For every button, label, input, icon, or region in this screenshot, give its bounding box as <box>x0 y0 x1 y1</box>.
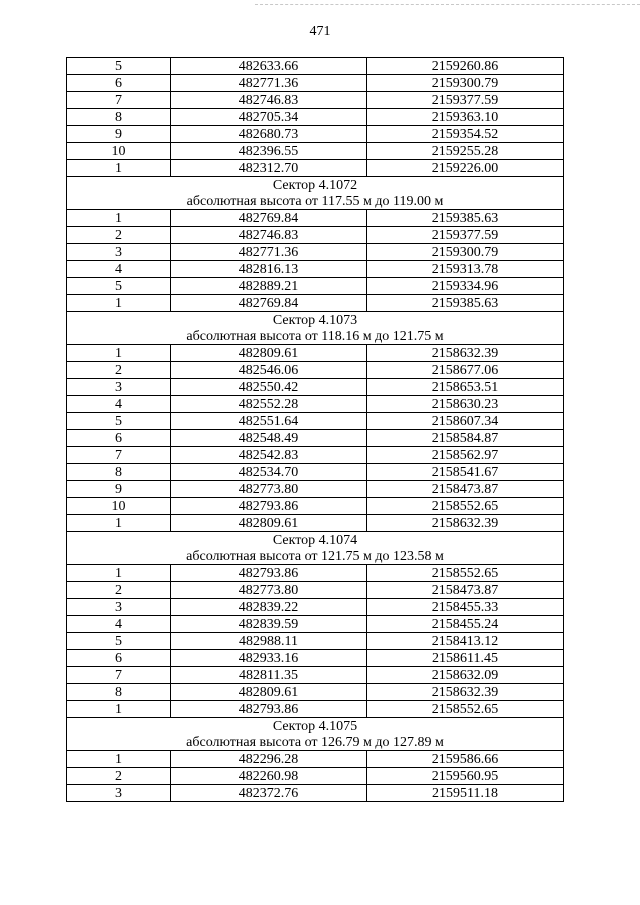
point-number-cell: 2 <box>67 768 171 785</box>
y-coordinate-cell: 2159385.63 <box>367 210 564 227</box>
table-row <box>67 447 564 464</box>
point-number-cell: 1 <box>67 701 171 718</box>
point-number-cell: 6 <box>67 430 171 447</box>
table-row <box>67 481 564 498</box>
table-row <box>67 109 564 126</box>
x-coordinate-cell: 482705.34 <box>171 109 367 126</box>
y-coordinate-cell: 2158562.97 <box>367 447 564 464</box>
point-number-cell: 7 <box>67 92 171 109</box>
sector-title-row <box>67 177 564 194</box>
table-row <box>67 261 564 278</box>
y-coordinate-cell: 2158473.87 <box>367 582 564 599</box>
x-coordinate-cell: 482809.61 <box>171 684 367 701</box>
y-coordinate-cell: 2158413.12 <box>367 633 564 650</box>
x-coordinate-cell: 482396.55 <box>171 143 367 160</box>
y-coordinate-cell: 2159586.66 <box>367 751 564 768</box>
x-coordinate-cell: 482816.13 <box>171 261 367 278</box>
coordinates-table <box>66 57 564 802</box>
x-coordinate-cell: 482771.36 <box>171 244 367 261</box>
x-coordinate-cell: 482933.16 <box>171 650 367 667</box>
sector-title: Сектор 4.1075 <box>67 718 564 735</box>
point-number-cell: 3 <box>67 785 171 802</box>
y-coordinate-cell: 2159385.63 <box>367 295 564 312</box>
table-row <box>67 633 564 650</box>
x-coordinate-cell: 482552.28 <box>171 396 367 413</box>
point-number-cell: 2 <box>67 227 171 244</box>
y-coordinate-cell: 2158552.65 <box>367 565 564 582</box>
x-coordinate-cell: 482988.11 <box>171 633 367 650</box>
table-row <box>67 295 564 312</box>
sector-title: Сектор 4.1074 <box>67 532 564 549</box>
x-coordinate-cell: 482889.21 <box>171 278 367 295</box>
x-coordinate-cell: 482839.59 <box>171 616 367 633</box>
table-row <box>67 58 564 75</box>
table-row <box>67 244 564 261</box>
y-coordinate-cell: 2158632.39 <box>367 684 564 701</box>
x-coordinate-cell: 482769.84 <box>171 210 367 227</box>
point-number-cell: 4 <box>67 396 171 413</box>
y-coordinate-cell: 2159560.95 <box>367 768 564 785</box>
point-number-cell: 1 <box>67 160 171 177</box>
y-coordinate-cell: 2158473.87 <box>367 481 564 498</box>
point-number-cell: 5 <box>67 633 171 650</box>
table-row <box>67 126 564 143</box>
table-row <box>67 362 564 379</box>
table-row <box>67 768 564 785</box>
table-row <box>67 785 564 802</box>
y-coordinate-cell: 2158632.09 <box>367 667 564 684</box>
point-number-cell: 8 <box>67 109 171 126</box>
sector-title-row <box>67 718 564 735</box>
x-coordinate-cell: 482680.73 <box>171 126 367 143</box>
point-number-cell: 1 <box>67 210 171 227</box>
y-coordinate-cell: 2158632.39 <box>367 515 564 532</box>
sector-height-row <box>67 734 564 751</box>
y-coordinate-cell: 2159300.79 <box>367 244 564 261</box>
table-row <box>67 413 564 430</box>
x-coordinate-cell: 482793.86 <box>171 701 367 718</box>
y-coordinate-cell: 2158677.06 <box>367 362 564 379</box>
y-coordinate-cell: 2159363.10 <box>367 109 564 126</box>
table-row <box>67 684 564 701</box>
point-number-cell: 1 <box>67 345 171 362</box>
x-coordinate-cell: 482773.80 <box>171 582 367 599</box>
point-number-cell: 6 <box>67 650 171 667</box>
table-row <box>67 515 564 532</box>
y-coordinate-cell: 2158541.67 <box>367 464 564 481</box>
x-coordinate-cell: 482546.06 <box>171 362 367 379</box>
sector-height: абсолютная высота от 118.16 м до 121.75 м <box>67 328 564 345</box>
table-row <box>67 210 564 227</box>
y-coordinate-cell: 2158455.24 <box>367 616 564 633</box>
x-coordinate-cell: 482296.28 <box>171 751 367 768</box>
y-coordinate-cell: 2158611.45 <box>367 650 564 667</box>
point-number-cell: 4 <box>67 261 171 278</box>
point-number-cell: 1 <box>67 295 171 312</box>
page-number: 471 <box>309 24 331 39</box>
y-coordinate-cell: 2159313.78 <box>367 261 564 278</box>
point-number-cell: 7 <box>67 667 171 684</box>
point-number-cell: 3 <box>67 244 171 261</box>
point-number-cell: 10 <box>67 143 171 160</box>
x-coordinate-cell: 482809.61 <box>171 345 367 362</box>
sector-title: Сектор 4.1072 <box>67 177 564 194</box>
x-coordinate-cell: 482811.35 <box>171 667 367 684</box>
x-coordinate-cell: 482793.86 <box>171 565 367 582</box>
sector-title-row <box>67 312 564 329</box>
x-coordinate-cell: 482372.76 <box>171 785 367 802</box>
table-row <box>67 582 564 599</box>
y-coordinate-cell: 2159255.28 <box>367 143 564 160</box>
point-number-cell: 6 <box>67 75 171 92</box>
page-top-edge <box>255 4 640 5</box>
x-coordinate-cell: 482534.70 <box>171 464 367 481</box>
y-coordinate-cell: 2159354.52 <box>367 126 564 143</box>
y-coordinate-cell: 2159511.18 <box>367 785 564 802</box>
x-coordinate-cell: 482633.66 <box>171 58 367 75</box>
point-number-cell: 1 <box>67 751 171 768</box>
x-coordinate-cell: 482746.83 <box>171 227 367 244</box>
x-coordinate-cell: 482771.36 <box>171 75 367 92</box>
point-number-cell: 5 <box>67 413 171 430</box>
y-coordinate-cell: 2159334.96 <box>367 278 564 295</box>
x-coordinate-cell: 482769.84 <box>171 295 367 312</box>
x-coordinate-cell: 482551.64 <box>171 413 367 430</box>
table-row <box>67 227 564 244</box>
table-row <box>67 430 564 447</box>
x-coordinate-cell: 482773.80 <box>171 481 367 498</box>
y-coordinate-cell: 2158607.34 <box>367 413 564 430</box>
point-number-cell: 10 <box>67 498 171 515</box>
sector-title: Сектор 4.1073 <box>67 312 564 329</box>
x-coordinate-cell: 482809.61 <box>171 515 367 532</box>
point-number-cell: 8 <box>67 464 171 481</box>
point-number-cell: 3 <box>67 379 171 396</box>
y-coordinate-cell: 2159260.86 <box>367 58 564 75</box>
sector-height: абсолютная высота от 126.79 м до 127.89 м <box>67 734 564 751</box>
table-row <box>67 75 564 92</box>
x-coordinate-cell: 482548.49 <box>171 430 367 447</box>
x-coordinate-cell: 482312.70 <box>171 160 367 177</box>
table-row <box>67 396 564 413</box>
x-coordinate-cell: 482542.83 <box>171 447 367 464</box>
point-number-cell: 5 <box>67 278 171 295</box>
table-row <box>67 92 564 109</box>
y-coordinate-cell: 2158552.65 <box>367 498 564 515</box>
point-number-cell: 2 <box>67 582 171 599</box>
table-row <box>67 464 564 481</box>
y-coordinate-cell: 2158630.23 <box>367 396 564 413</box>
y-coordinate-cell: 2158455.33 <box>367 599 564 616</box>
x-coordinate-cell: 482550.42 <box>171 379 367 396</box>
table-row <box>67 143 564 160</box>
y-coordinate-cell: 2159377.59 <box>367 92 564 109</box>
x-coordinate-cell: 482746.83 <box>171 92 367 109</box>
table-row <box>67 650 564 667</box>
point-number-cell: 2 <box>67 362 171 379</box>
point-number-cell: 9 <box>67 481 171 498</box>
table-row <box>67 616 564 633</box>
point-number-cell: 9 <box>67 126 171 143</box>
sector-height-row <box>67 328 564 345</box>
table-row <box>67 667 564 684</box>
point-number-cell: 1 <box>67 565 171 582</box>
y-coordinate-cell: 2159300.79 <box>367 75 564 92</box>
x-coordinate-cell: 482793.86 <box>171 498 367 515</box>
table-row <box>67 379 564 396</box>
table-row <box>67 565 564 582</box>
y-coordinate-cell: 2158552.65 <box>367 701 564 718</box>
point-number-cell: 7 <box>67 447 171 464</box>
table-row <box>67 599 564 616</box>
sector-height-row <box>67 193 564 210</box>
point-number-cell: 3 <box>67 599 171 616</box>
point-number-cell: 4 <box>67 616 171 633</box>
y-coordinate-cell: 2159377.59 <box>367 227 564 244</box>
y-coordinate-cell: 2158632.39 <box>367 345 564 362</box>
sector-height: абсолютная высота от 121.75 м до 123.58 м <box>67 548 564 565</box>
table-row <box>67 160 564 177</box>
x-coordinate-cell: 482260.98 <box>171 768 367 785</box>
sector-title-row <box>67 532 564 549</box>
x-coordinate-cell: 482839.22 <box>171 599 367 616</box>
y-coordinate-cell: 2158584.87 <box>367 430 564 447</box>
point-number-cell: 8 <box>67 684 171 701</box>
y-coordinate-cell: 2159226.00 <box>367 160 564 177</box>
sector-height: абсолютная высота от 117.55 м до 119.00 м <box>67 193 564 210</box>
point-number-cell: 5 <box>67 58 171 75</box>
table-row <box>67 498 564 515</box>
y-coordinate-cell: 2158653.51 <box>367 379 564 396</box>
point-number-cell: 1 <box>67 515 171 532</box>
sector-height-row <box>67 548 564 565</box>
table-row <box>67 751 564 768</box>
table-row <box>67 701 564 718</box>
table-row <box>67 345 564 362</box>
table-row <box>67 278 564 295</box>
